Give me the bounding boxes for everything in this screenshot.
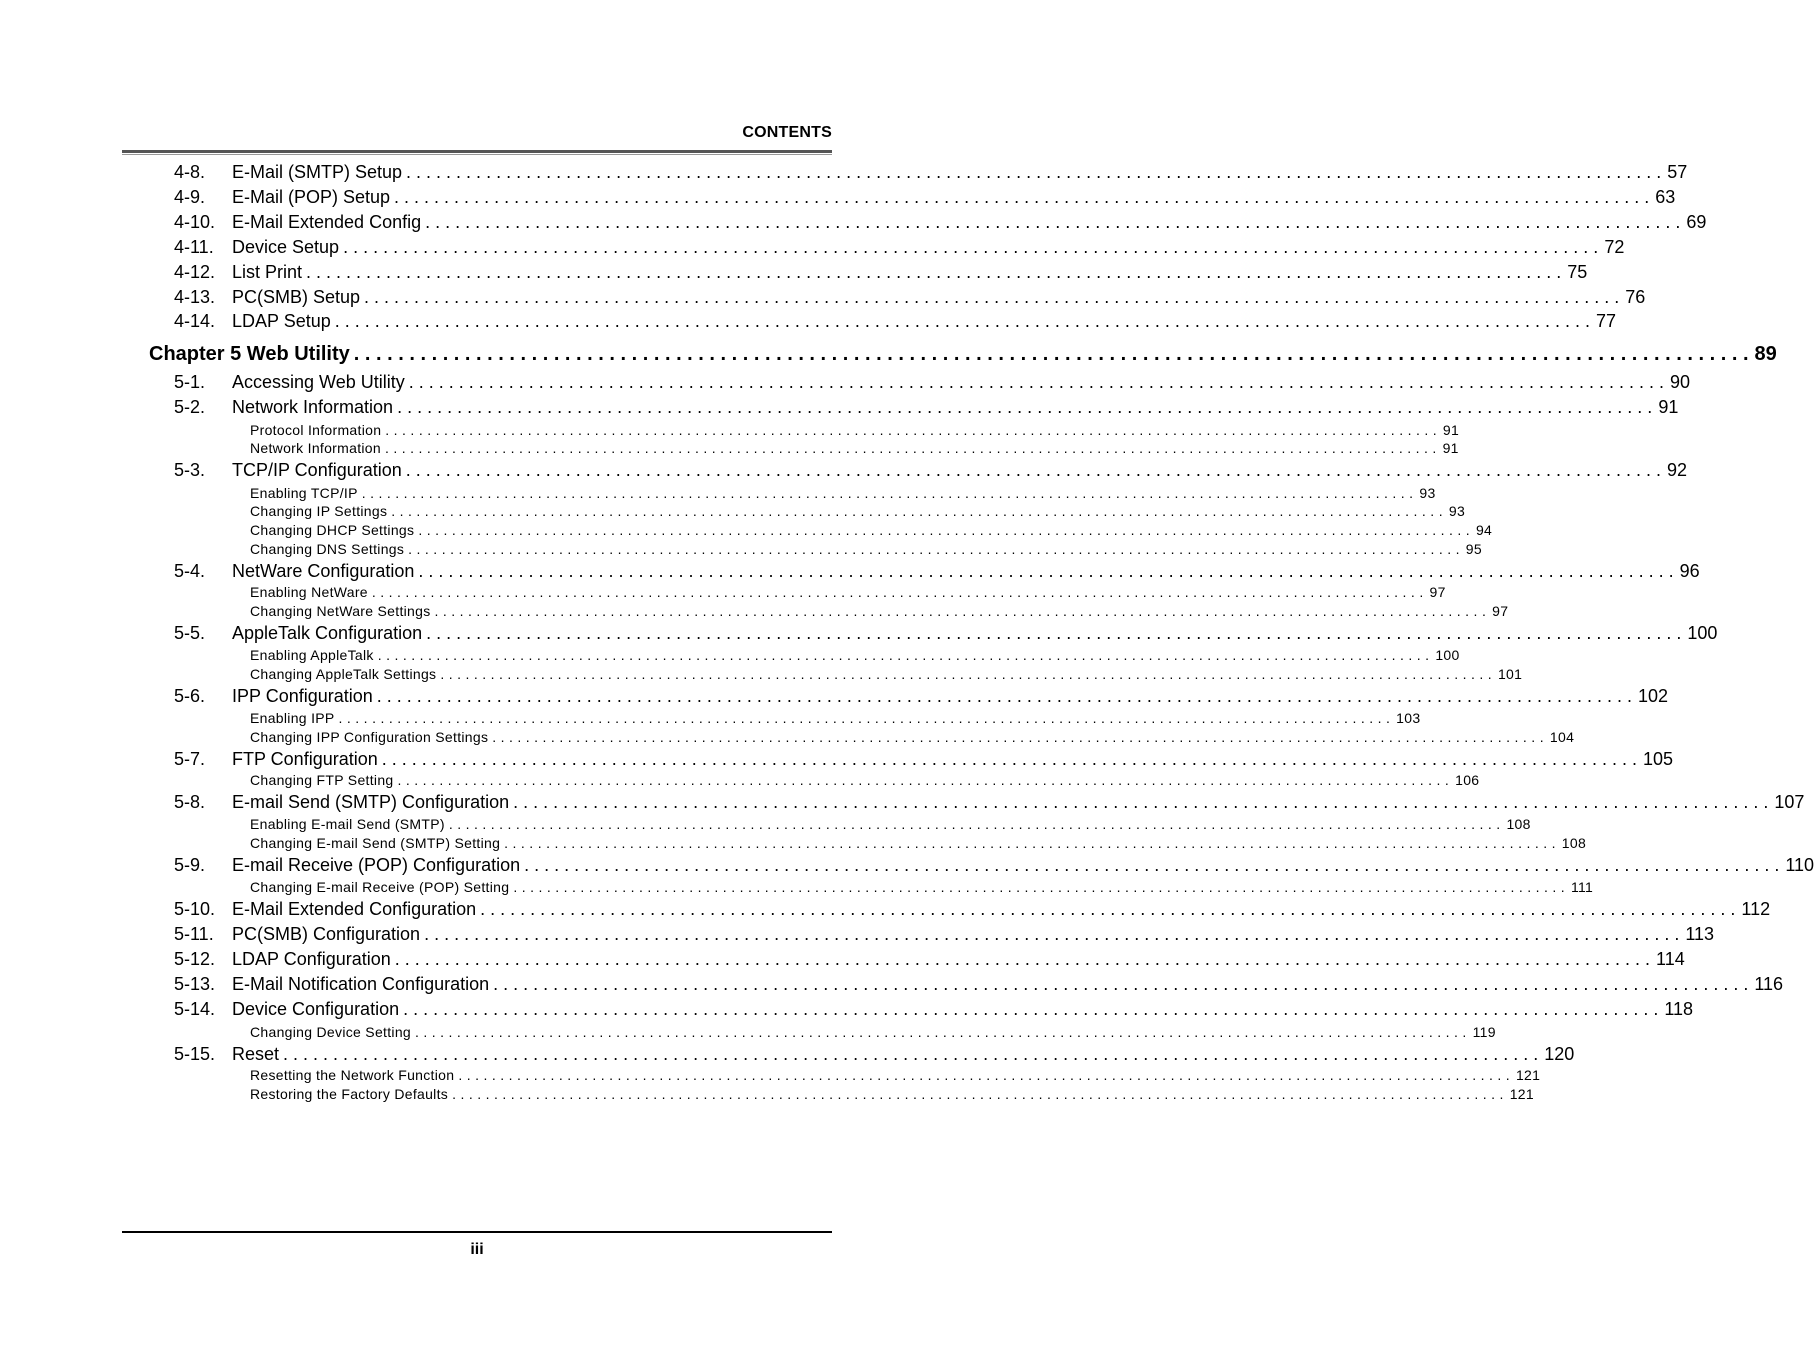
toc-page-number: 121 [1509, 1086, 1534, 1102]
toc-entry-label: Accessing Web Utility [232, 372, 405, 392]
toc-section-number: 5-8. [174, 792, 206, 812]
toc-page-number: 89 [1754, 343, 1777, 365]
toc-page-number: 75 [1567, 262, 1588, 282]
toc-section[interactable] [174, 559, 1700, 583]
toc-page-number: 121 [1515, 1067, 1541, 1083]
toc-dot-leader [524, 853, 1779, 877]
toc-subsection[interactable] [250, 878, 1594, 896]
footer-rule [122, 1231, 832, 1233]
toc-dot-leader [418, 559, 1673, 583]
toc-entry-label: Changing AppleTalk Settings [250, 666, 437, 682]
toc-section-number: 5-13. [174, 974, 216, 994]
toc-entry-label: Resetting the Network Function [250, 1067, 455, 1083]
toc-dot-leader [343, 235, 1598, 259]
toc-page-number: 120 [1544, 1044, 1575, 1064]
toc-dot-leader [504, 834, 1556, 852]
toc-page-number: 100 [1435, 647, 1460, 663]
header-title: CONTENTS [742, 124, 832, 141]
toc-page-number: 116 [1754, 974, 1784, 994]
toc-page-number: 77 [1596, 311, 1617, 331]
toc-entry-label: Changing Device Setting [250, 1024, 411, 1040]
toc-section-number: 5-9. [174, 855, 206, 875]
toc-section[interactable] [174, 684, 1669, 708]
toc-page-number: 102 [1638, 686, 1669, 706]
toc-entry-label: PC(SMB) Setup [232, 287, 361, 307]
toc-dot-leader [458, 1066, 1510, 1084]
toc-page-number: 93 [1419, 485, 1436, 501]
toc-dot-leader [409, 370, 1664, 394]
toc-dot-leader [354, 340, 1749, 368]
toc-subsection[interactable] [250, 502, 1466, 520]
toc-section-number: 5-12. [174, 949, 216, 969]
toc-page-number: 104 [1549, 729, 1575, 745]
toc-entry-label: Network Information [232, 397, 394, 417]
toc-entry-label: E-Mail (SMTP) Setup [232, 162, 403, 182]
toc-dot-leader [378, 646, 1430, 664]
toc-entry-label: IPP Configuration [232, 686, 373, 706]
toc-chapter[interactable] [149, 340, 1777, 368]
toc-entry-label: Device Setup [232, 237, 340, 257]
toc-dot-leader [452, 1085, 1504, 1103]
toc-page-number: 96 [1679, 561, 1700, 581]
toc-dot-leader [395, 947, 1650, 971]
toc-page-number: 72 [1604, 237, 1625, 257]
toc-entry-label: E-Mail Extended Config [232, 212, 422, 232]
toc-dot-leader [406, 458, 1661, 482]
toc-entry-label: E-Mail (POP) Setup [232, 187, 391, 207]
toc-section-number: 5-7. [174, 749, 206, 769]
toc-section-number: 4-14. [174, 311, 216, 331]
toc-dot-leader [283, 1042, 1538, 1066]
toc-entry-label: PC(SMB) Configuration [232, 924, 421, 944]
toc-section-number: 5-3. [174, 460, 206, 480]
toc-dot-leader [306, 260, 1561, 284]
toc-section[interactable] [174, 458, 1688, 482]
toc-entry-label: Network Information [250, 440, 381, 456]
toc-entry-label: Changing DHCP Settings [250, 522, 415, 538]
toc-entry-label: Chapter 5 Web Utility [149, 343, 350, 365]
toc-dot-leader [372, 583, 1424, 601]
toc-entry-label: LDAP Setup [232, 311, 331, 331]
toc-page-number: 111 [1570, 879, 1594, 895]
toc-subsection[interactable] [250, 540, 1482, 558]
toc-entry-label: E-mail Send (SMTP) Configuration [232, 792, 510, 812]
toc-section-number: 4-11. [174, 237, 214, 257]
toc-entry-label: Changing FTP Setting [250, 772, 394, 788]
toc-dot-leader [415, 1023, 1467, 1041]
toc-dot-leader [492, 728, 1544, 746]
toc-section-number: 5-5. [174, 623, 206, 643]
toc-section[interactable] [174, 185, 1676, 209]
toc-dot-leader [513, 878, 1565, 896]
header-rule [122, 150, 832, 153]
toc-page-number: 76 [1625, 287, 1646, 307]
toc-page-number: 107 [1774, 792, 1805, 812]
toc-dot-leader [398, 771, 1450, 789]
toc-entry-label: Enabling NetWare [250, 584, 368, 600]
toc-page-number: 91 [1658, 397, 1679, 417]
toc-subsection[interactable] [250, 709, 1421, 727]
header-rule-thin [122, 154, 832, 155]
toc-entry-label: Protocol Information [250, 422, 382, 438]
toc-section[interactable] [174, 853, 1814, 877]
toc-page-number: 97 [1492, 603, 1509, 619]
toc-subsection[interactable] [250, 728, 1575, 746]
toc-subsection[interactable] [250, 439, 1459, 457]
toc-section[interactable] [174, 370, 1691, 394]
toc-entry-label: Reset [232, 1044, 280, 1064]
toc-dot-leader [385, 421, 1437, 439]
toc-section[interactable] [174, 235, 1625, 259]
toc-entry-label: AppleTalk Configuration [232, 623, 423, 643]
toc-entry-label: Changing E-mail Receive (POP) Setting [250, 879, 510, 895]
toc-entry-label: LDAP Configuration [232, 949, 391, 969]
toc-dot-leader [440, 665, 1492, 683]
toc-section-number: 5-1. [174, 372, 206, 392]
toc-dot-leader [397, 395, 1652, 419]
toc-entry-label: E-Mail Notification Configuration [232, 974, 490, 994]
toc-section-number: 5-6. [174, 686, 206, 706]
toc-page-number: 110 [1785, 855, 1814, 875]
toc-entry-label: Changing IPP Configuration Settings [250, 729, 489, 745]
toc-entry-label: FTP Configuration [232, 749, 378, 769]
toc-subsection[interactable] [250, 815, 1531, 833]
toc-section-number: 4-13. [174, 287, 216, 307]
toc-subsection[interactable] [250, 1023, 1496, 1041]
toc-section-number: 4-10. [174, 212, 216, 232]
toc-subsection[interactable] [250, 484, 1436, 502]
toc-page-number: 91 [1442, 422, 1460, 438]
toc-page-number: 118 [1664, 999, 1694, 1019]
toc-subsection[interactable] [250, 1066, 1541, 1084]
toc-subsection[interactable] [250, 421, 1460, 439]
toc-dot-leader [425, 210, 1680, 234]
toc-section-number: 5-15. [174, 1044, 216, 1064]
toc-dot-leader [385, 439, 1437, 457]
toc-section-number: 4-12. [174, 262, 216, 282]
toc-entry-label: Changing E-mail Send (SMTP) Setting [250, 835, 501, 851]
toc-section-number: 5-2. [174, 397, 206, 417]
toc-page-number: 108 [1506, 816, 1531, 832]
toc-page-number: 92 [1667, 460, 1688, 480]
toc-subsection[interactable] [250, 665, 1523, 683]
toc-section[interactable] [174, 1042, 1575, 1066]
toc-section[interactable] [174, 790, 1805, 814]
toc-dot-leader [513, 790, 1768, 814]
toc-entry-label: Enabling E-mail Send (SMTP) [250, 816, 445, 832]
toc-dot-leader [406, 160, 1661, 184]
toc-section[interactable] [174, 972, 1784, 996]
toc-page-number: 94 [1475, 522, 1493, 538]
toc-section[interactable] [174, 897, 1771, 921]
toc-section-number: 5-4. [174, 561, 206, 581]
toc-section[interactable] [174, 395, 1679, 419]
toc-page-number: 57 [1667, 162, 1688, 182]
toc-section[interactable] [174, 747, 1674, 771]
toc-entry-label: Changing IP Settings [250, 503, 388, 519]
toc-page-number: 91 [1442, 440, 1459, 456]
toc-dot-leader [408, 540, 1460, 558]
toc-page-number: 108 [1561, 835, 1587, 851]
toc-subsection[interactable] [250, 771, 1480, 789]
toc-subsection[interactable] [250, 646, 1460, 664]
toc-dot-leader [391, 502, 1443, 520]
toc-section[interactable] [174, 309, 1617, 333]
toc-entry-label: Enabling AppleTalk [250, 647, 374, 663]
toc-page-number: 112 [1741, 899, 1771, 919]
toc-dot-leader [480, 897, 1735, 921]
toc-dot-leader [418, 521, 1470, 539]
toc-entry-label: Restoring the Factory Defaults [250, 1086, 449, 1102]
toc-dot-leader [364, 285, 1619, 309]
toc-entry-label: Changing DNS Settings [250, 541, 405, 557]
toc-section-number: 5-14. [174, 999, 216, 1019]
footer-page-number: iii [470, 1241, 484, 1258]
toc-page-number: 97 [1429, 584, 1446, 600]
toc-section[interactable] [174, 285, 1646, 309]
toc-section[interactable] [174, 997, 1694, 1021]
toc-page-number: 113 [1685, 924, 1715, 944]
toc-entry-label: E-Mail Extended Configuration [232, 899, 477, 919]
toc-dot-leader [493, 972, 1748, 996]
toc-dot-leader [362, 484, 1414, 502]
toc-entry-label: Changing NetWare Settings [250, 603, 431, 619]
toc-dot-leader [435, 602, 1487, 620]
toc-dot-leader [394, 185, 1649, 209]
toc-entry-label: E-mail Receive (POP) Configuration [232, 855, 521, 875]
toc-section[interactable] [174, 210, 1707, 234]
toc-dot-leader [426, 621, 1681, 645]
toc-page-number: 100 [1687, 623, 1718, 643]
toc-entry-label: Enabling IPP [250, 710, 335, 726]
toc-dot-leader [377, 684, 1632, 708]
toc-entry-label: NetWare Configuration [232, 561, 415, 581]
toc-entry-label: Enabling TCP/IP [250, 485, 358, 501]
toc-entry-label: TCP/IP Configuration [232, 460, 402, 480]
toc-section-number: 4-8. [174, 162, 206, 182]
toc-dot-leader [424, 922, 1679, 946]
toc-entry-label: List Print [232, 262, 303, 282]
toc-page-number: 95 [1465, 541, 1482, 557]
toc-page-number: 114 [1656, 949, 1685, 969]
toc-subsection[interactable] [250, 1085, 1534, 1103]
toc-page-number: 90 [1669, 372, 1691, 392]
toc-dot-leader [403, 997, 1658, 1021]
toc-section[interactable] [174, 947, 1685, 971]
toc-page-number: 101 [1497, 666, 1523, 682]
toc-page-number: 105 [1643, 749, 1674, 769]
toc-entry-label: Device Configuration [232, 999, 400, 1019]
toc-section-number: 5-11. [174, 924, 214, 944]
toc-section[interactable] [174, 621, 1718, 645]
toc-page-number: 119 [1472, 1024, 1496, 1040]
toc-section[interactable] [174, 922, 1715, 946]
toc-subsection[interactable] [250, 834, 1587, 852]
toc-section-number: 5-10. [174, 899, 216, 919]
toc-section-number: 4-9. [174, 187, 206, 207]
toc-subsection[interactable] [250, 521, 1493, 539]
toc-subsection[interactable] [250, 602, 1509, 620]
toc-dot-leader [382, 747, 1637, 771]
toc-section[interactable] [174, 260, 1588, 284]
toc-dot-leader [339, 709, 1391, 727]
toc-page-number: 106 [1455, 772, 1480, 788]
toc-page-number: 93 [1448, 503, 1466, 519]
toc-subsection[interactable] [250, 583, 1446, 601]
toc-page-number: 63 [1655, 187, 1676, 207]
toc-dot-leader [335, 309, 1590, 333]
toc-page-number: 69 [1686, 212, 1707, 232]
toc-section[interactable] [174, 160, 1688, 184]
toc-dot-leader [449, 815, 1501, 833]
toc-page-number: 103 [1396, 710, 1421, 726]
